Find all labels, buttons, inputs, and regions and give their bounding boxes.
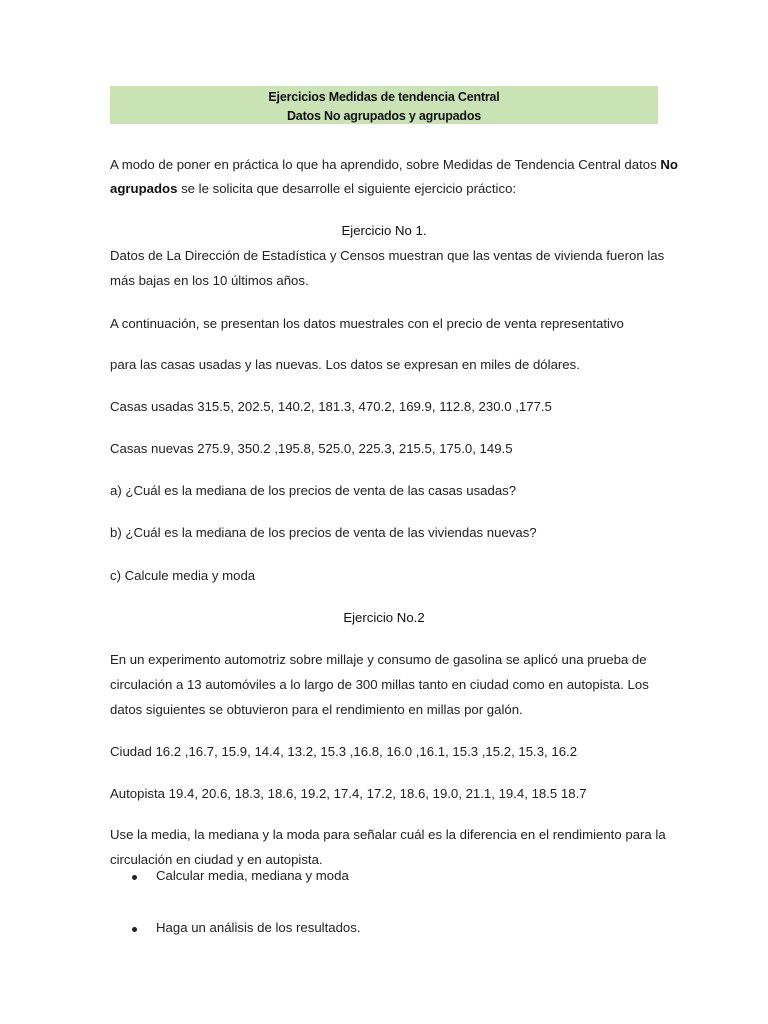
exercise-1-heading: Ejercicio No 1. bbox=[341, 223, 427, 238]
document-subtitle: Datos No agrupados y agrupados bbox=[286, 109, 482, 123]
exercise-2-paragraph-2-line-1: Use la media, la mediana y la moda para señalar cuál es la diferencia en el rendimiento para la bbox=[110, 827, 666, 842]
city-data: Ciudad 16.2 ,16.7, 15.9, 14.4, 13.2, 15.3 ,16.8, 16.0 ,16.1, 15.3 ,15.2, 15.3, 16.2 bbox=[110, 744, 578, 759]
bullet-icon bbox=[132, 875, 137, 880]
document-title: Ejercicios Medidas de tendencia Central bbox=[268, 90, 500, 104]
exercise-2-paragraph-2-line-2: circulación en ciudad y en autopista. bbox=[110, 852, 323, 867]
intro-bold-no: No bbox=[660, 157, 678, 172]
exercise-1-paragraph-1-line-1: Datos de La Dirección de Estadística y Censos muestran que las ventas de vivienda fueron las bbox=[110, 248, 665, 263]
intro-text: A modo de poner en práctica lo que ha aprendido, sobre Medidas de Tendencia Central datos bbox=[110, 157, 657, 172]
title-banner bbox=[110, 86, 658, 124]
question-b: b) ¿Cuál es la mediana de los precios de venta de las viviendas nuevas? bbox=[110, 525, 537, 540]
exercise-2-paragraph-1-line-2: circulación a 13 automóviles a lo largo de 300 millas tanto en ciudad como en autopista. Los bbox=[110, 677, 649, 692]
exercise-2-paragraph-1-line-3: datos siguientes se obtuvieron para el rendimiento en millas por galón. bbox=[110, 702, 523, 717]
question-a: a) ¿Cuál es la mediana de los precios de venta de las casas usadas? bbox=[110, 483, 517, 498]
bullet-item-2: Haga un análisis de los resultados. bbox=[156, 920, 361, 935]
exercise-2-heading: Ejercicio No.2 bbox=[343, 610, 425, 625]
intro-line-2 bbox=[110, 182, 516, 195]
intro-text-rest: se le solicita que desarrolle el siguiente ejercicio práctico: bbox=[177, 181, 517, 196]
exercise-1-paragraph-1-line-2: más bajas en los 10 últimos años. bbox=[110, 273, 309, 288]
highway-data: Autopista 19.4, 20.6, 18.3, 18.6, 19.2, 17.4, 17.2, 18.6, 19.0, 21.1, 19.4, 18.5 18.7 bbox=[110, 786, 587, 801]
intro-line-1 bbox=[110, 158, 678, 171]
new-houses-data: Casas nuevas 275.9, 350.2 ,195.8, 525.0, 225.3, 215.5, 175.0, 149.5 bbox=[110, 441, 513, 456]
bullet-icon bbox=[132, 927, 137, 932]
exercise-1-paragraph-3: para las casas usadas y las nuevas. Los datos se expresan en miles de dólares. bbox=[110, 357, 580, 372]
exercise-2-paragraph-1-line-1: En un experimento automotriz sobre millaje y consumo de gasolina se aplicó una prueba de bbox=[110, 652, 647, 667]
bullet-item-1: Calcular media, mediana y moda bbox=[156, 868, 349, 883]
intro-bold-agrupados: agrupados bbox=[110, 181, 178, 196]
exercise-1-paragraph-2: A continuación, se presentan los datos muestrales con el precio de venta representativo bbox=[110, 316, 624, 331]
question-c: c) Calcule media y moda bbox=[110, 568, 256, 583]
used-houses-data: Casas usadas 315.5, 202.5, 140.2, 181.3, 470.2, 169.9, 112.8, 230.0 ,177.5 bbox=[110, 399, 552, 414]
